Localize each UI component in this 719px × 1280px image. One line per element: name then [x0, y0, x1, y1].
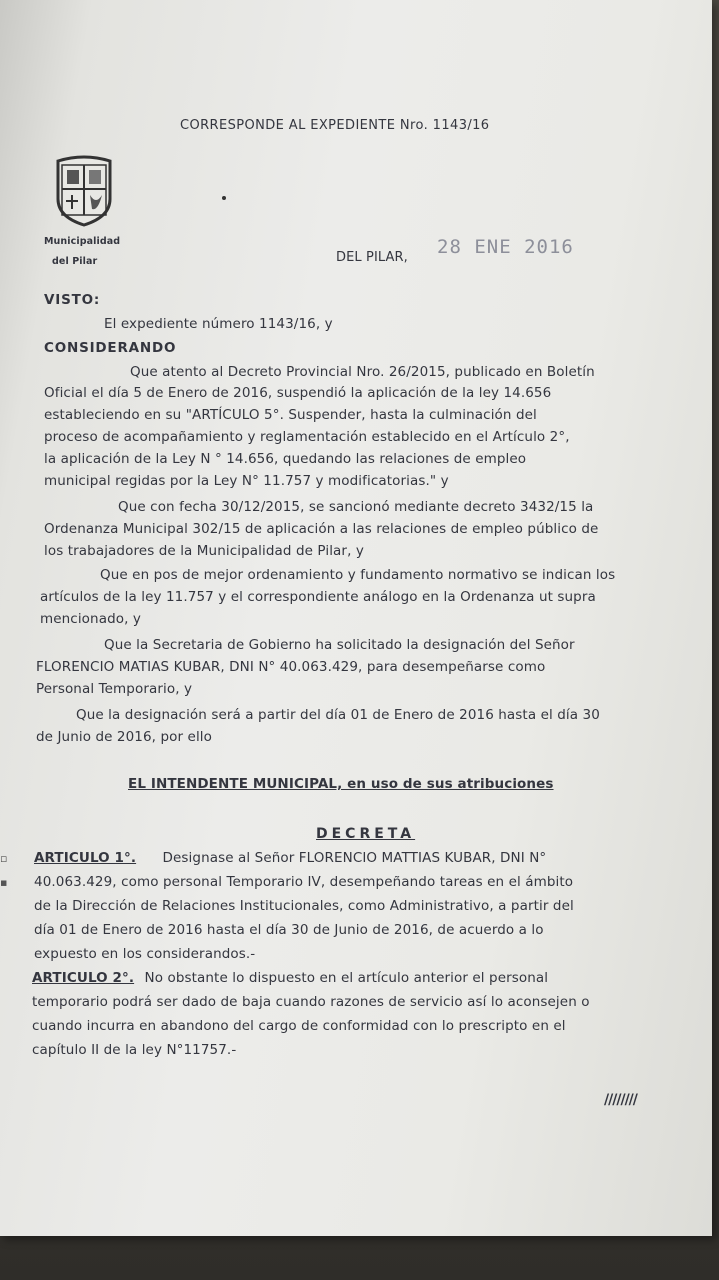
- article-2-text: No obstante lo dispuesto en el artículo anterior el personal: [144, 970, 549, 986]
- considerando-line: Que atento al Decreto Provincial Nro. 26/2015, publicado en Boletín: [130, 364, 595, 380]
- article-2-line: cuando incurra en abandono del cargo de conformidad con lo prescripto en el: [32, 1018, 566, 1034]
- considerando-line: la aplicación de la Ley N ° 14.656, quedando las relaciones de empleo: [44, 451, 527, 467]
- considerando-line: Personal Temporario, y: [36, 681, 193, 697]
- considerando-line: proceso de acompañamiento y reglamentación establecido en el Artículo 2°,: [44, 429, 570, 445]
- ink-dot: [222, 196, 226, 200]
- considerando-line: Que la Secretaria de Gobierno ha solicitado la designación del Señor: [104, 637, 575, 653]
- considerando-line: artículos de la ley 11.757 y el correspondiente análogo en la Ordenanza ut supra: [40, 589, 596, 605]
- date-stamp: 28 ENE 2016: [437, 236, 574, 258]
- considerando-line: Que con fecha 30/12/2015, se sancionó mediante decreto 3432/15 la: [118, 499, 594, 515]
- decreta-heading: DECRETA: [316, 826, 416, 842]
- place-label: DEL PILAR,: [336, 250, 408, 265]
- article-1-line: de la Dirección de Relaciones Institucionales, como Administrativo, a partir del: [34, 898, 574, 914]
- considerando-line: mencionado, y: [40, 611, 141, 627]
- margin-mark: ▫: [0, 852, 8, 865]
- article-1-line: 40.063.429, como personal Temporario IV, desempeñando tareas en el ámbito: [34, 874, 574, 890]
- municipal-crest-icon: [52, 155, 116, 227]
- file-reference: CORRESPONDE AL EXPEDIENTE Nro. 1143/16: [180, 118, 490, 133]
- article-2-line: capítulo II de la ley N°11757.-: [32, 1042, 237, 1058]
- considerando-line: estableciendo en su "ARTÍCULO 5°. Suspender, hasta la culminación del: [44, 407, 537, 423]
- considerando-line: Que la designación será a partir del día 01 de Enero de 2016 hasta el día 30: [76, 707, 600, 723]
- intendente-heading: EL INTENDENTE MUNICIPAL, en uso de sus atribuciones: [128, 776, 554, 792]
- article-1-text: Designase al Señor FLORENCIO MATTIAS KUBAR, DNI N°: [162, 850, 547, 866]
- considerando-line: los trabajadores de la Municipalidad de Pilar, y: [44, 543, 364, 559]
- article-1-label: ARTICULO 1°.: [34, 850, 137, 866]
- considerando-line: de Junio de 2016, por ello: [36, 729, 213, 745]
- margin-mark: ▪: [0, 876, 8, 889]
- considerando-line: FLORENCIO MATIAS KUBAR, DNI N° 40.063.429, para desempeñarse como: [36, 659, 546, 675]
- considerando-line: Ordenanza Municipal 302/15 de aplicación a las relaciones de empleo público de: [44, 521, 599, 537]
- visto-text: El expediente número 1143/16, y: [104, 316, 333, 332]
- considerando-line: Oficial el día 5 de Enero de 2016, suspendió la aplicación de la ley 14.656: [44, 385, 552, 401]
- article-1-first-line: [34, 850, 546, 866]
- article-1-line: expuesto en los considerandos.-: [34, 946, 256, 962]
- closing-slashes: ////////: [604, 1092, 637, 1108]
- considerando-line: Que en pos de mejor ordenamiento y fundamento normativo se indican los: [100, 567, 616, 583]
- visto-heading: VISTO:: [44, 292, 101, 308]
- article-2-first-line: [32, 970, 548, 986]
- municipality-name-line1: Municipalidad: [44, 236, 121, 247]
- considerando-heading: CONSIDERANDO: [44, 340, 177, 356]
- considerando-line: municipal regidas por la Ley N° 11.757 y modificatorias." y: [44, 473, 449, 489]
- article-2-line: temporario podrá ser dado de baja cuando razones de servicio así lo aconsejen o: [32, 994, 590, 1010]
- article-2-label: ARTICULO 2°.: [32, 970, 135, 986]
- article-1-line: día 01 de Enero de 2016 hasta el día 30 de Junio de 2016, de acuerdo a lo: [34, 922, 544, 938]
- municipality-name-line2: del Pilar: [52, 256, 98, 267]
